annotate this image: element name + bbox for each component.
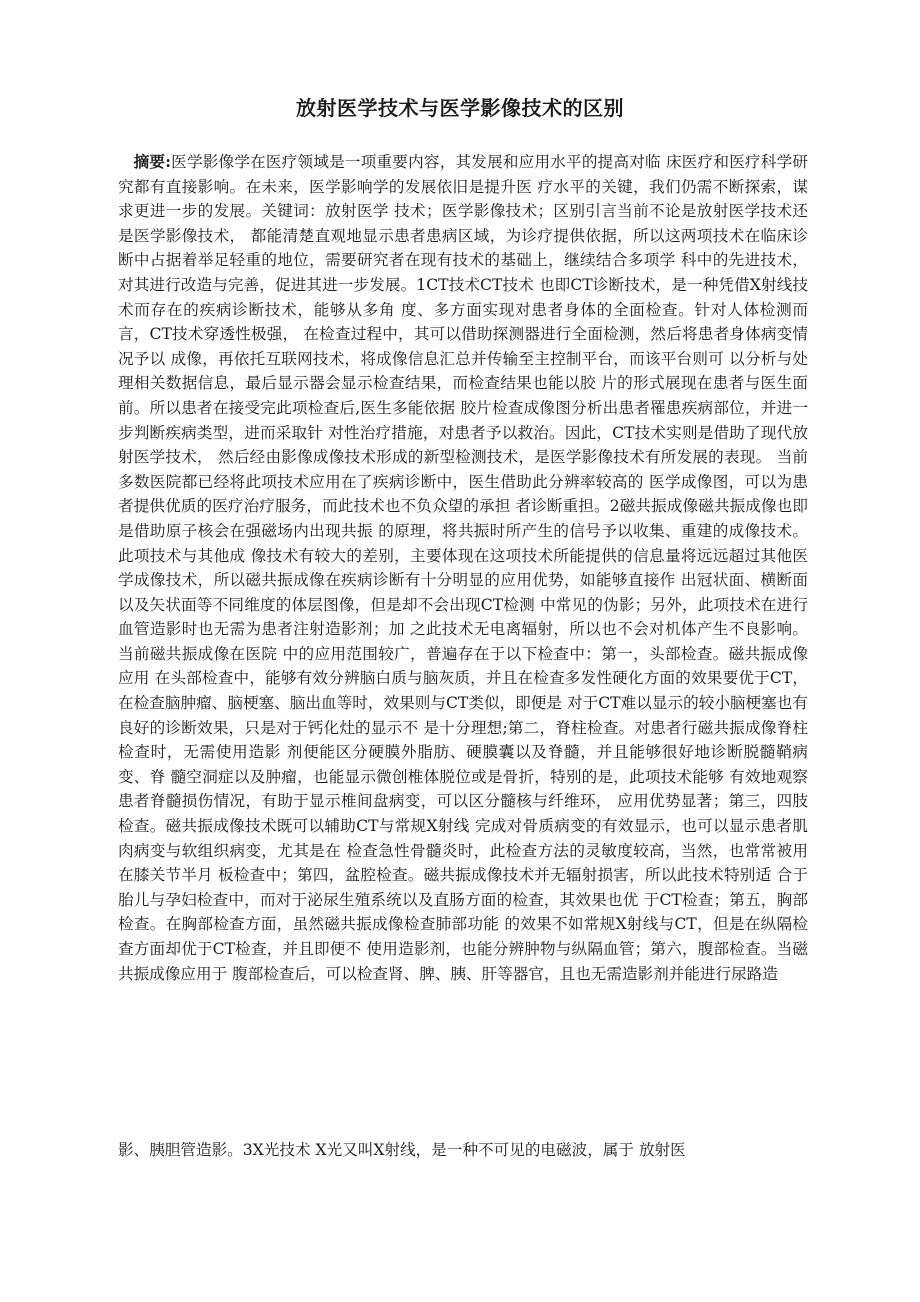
document-tail-line: 影、胰胆管造影。3X光技术 X光又叫X射线，是一种不可见的电磁波，属于 放射医 — [118, 1141, 686, 1159]
abstract-label: 摘要 — [133, 152, 166, 171]
document-body — [118, 150, 808, 986]
document-title: 放射医学技术与医学影像技术的区别 — [296, 96, 624, 120]
body-paragraph: 医学影像学在医疗领域是一项重要内容，其发展和应用水平的提高对临 床医疗和医疗科学研究都有直接影响。在未来，医学影响学的发展依旧是提升医 疗水平的关键，我们仍需不断探索，谋求更进一步的发展。关键词：放射医学 技术；医学影像技术；区别引言当前不论是放射医学技术还是医学影像技术， 都能清楚直观地显示患者患病区域，为诊疗提供依据，所以这两项技术在临床诊 断中占据着举足轻重的地位，需要研究者在现有技术的基础上，继续结合多项学 科中的先进技术，对其进行改造与完善，促进其进一步发展。1CT技术CT技术 也即CT诊断技术，是一种凭借X射线技术而存在的疾病诊断技术，能够从多角 度、多方面实现对患者身体的全面检查。针对人体检测而言，CT技术穿透性极强， 在检查过程中，其可以借助探测器进行全面检测，然后将患者身体病变情况予以 成像，再依托互联网技术，将成像信息汇总并传输至主控制平台，而该平台则可 以分析与处理相关数据信息，最后显示器会显示检查结果，而检查结果也能以胶 片的形式展现在患者与医生面前。所以患者在接受完此项检查后,医生多能依据 胶片检查成像图分析出患者罹患疾病部位，并进一步判断疾病类型，进而采取针 对性治疗措施，对患者予以救治。因此，CT技术实则是借助了现代放射医学技术， 然后经由影像成像技术形成的新型检测技术，是医学影像技术有所发展的表现。 当前多数医院都已经将此项技术应用在了疾病诊断中，医生借助此分辨率较高的 医学成像图，可以为患者提供优质的医疗治疗服务，而此技术也不负众望的承担 者诊断重担。2磁共振成像磁共振成像也即是借助原子核会在强磁场内出现共振 的原理，将共振时所产生的信号予以收集、重建的成像技术。此项技术与其他成 像技术有较大的差别，主要体现在这项技术所能提供的信息量将远远超过其他医 学成像技术，所以磁共振成像在疾病诊断有十分明显的应用优势，如能够直接作 出冠状面、横断面以及矢状面等不同维度的体层图像，但是却不会出现CT检测 中常见的伪影；另外，此项技术在进行血管造影时也无需为患者注射造影剂；加 之此技术无电离辐射，所以也不会对机体产生不良影响。当前磁共振成像在医院 中的应用范围较广，普遍存在于以下检查中：第一，头部检查。磁共振成像应用 在头部检查中，能够有效分辨脑白质与脑灰质，并且在检查多发性硬化方面的效果要优于CT，在检查脑肿瘤、脑梗塞、脑出血等时，效果则与CT类似，即便是 对于CT难以显示的较小脑梗塞也有良好的诊断效果，只是对于钙化灶的显示不 是十分理想;第二，脊柱检查。对患者行磁共振成像脊柱检查时，无需使用造影 剂便能区分硬膜外脂肪、硬膜囊以及脊髓，并且能够很好地诊断脱髓鞘病变、脊 髓空洞症以及肿瘤，也能显示微创椎体脱位或是骨折，特别的是，此项技术能够 有效地观察患者脊髓损伤情况，有助于显示椎间盘病变，可以区分髓核与纤维环， 应用优势显著；第三，四肢检查。磁共振成像技术既可以辅助CT与常规X射线 完成对骨质病变的有效显示，也可以显示患者肌肉病变与软组织病变，尤其是在 检查急性骨髓炎时，此检查方法的灵敏度较高，当然，也常常被用在膝关节半月 板检查中；第四，盆腔检查。磁共振成像技术并无辐射损害，所以此技术特别适 合于胎儿与孕妇检查中，而对于泌尿生殖系统以及直肠方面的检查，其效果也优 于CT检查；第五，胸部检查。在胸部检查方面，虽然磁共振成像检查肺部功能 的效果不如常规X射线与CT，但是在纵隔检查方面却优于CT检查，并且即便不 使用造影剂，也能分辨肿物与纵隔血管；第六，腹部检查。当磁共振成像应用于 腹部检查后，可以检查肾、脾、胰、肝等器官，且也无需造影剂并能进行尿路造 — [118, 153, 808, 983]
abstract-colon: : — [165, 152, 171, 171]
